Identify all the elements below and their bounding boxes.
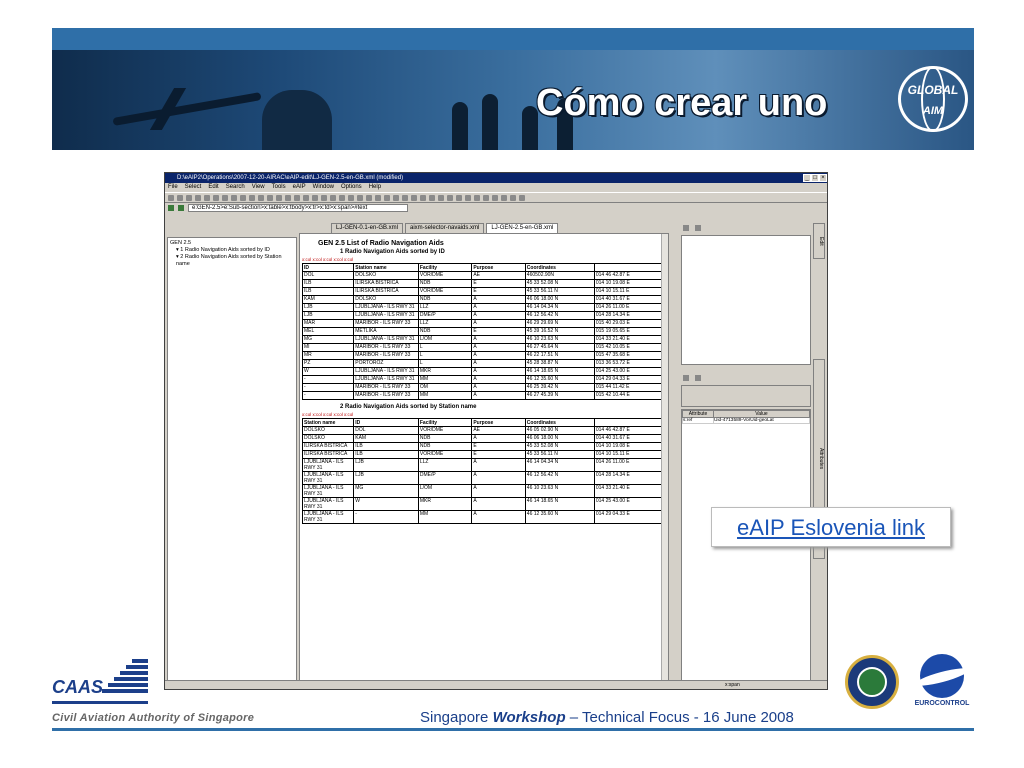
table-row[interactable] [303, 352, 664, 360]
table-cell[interactable]: LJUBLJANA - ILS RWY 31 [303, 459, 354, 472]
outline-item-1[interactable]: ▾ 1 Radio Navigation Aids sorted by ID [176, 247, 270, 253]
table-cell[interactable]: A [472, 320, 525, 328]
side-tabs [813, 223, 827, 513]
table-cell[interactable]: LJUBLJANA - ILS RWY 31 [303, 498, 354, 511]
table-row[interactable] [303, 296, 664, 304]
table-cell[interactable]: L [418, 360, 471, 368]
table-cell[interactable]: LJB [354, 459, 419, 472]
table-cell[interactable]: W [354, 498, 419, 511]
edit-panel[interactable] [681, 235, 811, 365]
caas-logo: CAAS [52, 655, 148, 707]
table-cell[interactable]: LJUBLJANA - ILS RWY 31 [303, 511, 354, 524]
table-cell[interactable]: LJUBLJANA - ILS RWY 31 [303, 485, 354, 498]
editor-tab[interactable]: LJ-GEN-2.5-en-GB.xml [486, 223, 558, 233]
table-cell[interactable]: MARIBOR - ILS RWY 33 [354, 352, 419, 360]
table-cell[interactable]: DOLSKO [354, 272, 419, 280]
table-cell[interactable]: 46 14 04.34 N [525, 304, 594, 312]
table-row[interactable] [303, 511, 664, 524]
faa-seal-logo [845, 655, 899, 709]
table-cell[interactable]: DME/P [418, 312, 471, 320]
maximize-button[interactable]: □ [811, 174, 819, 182]
attribute-input[interactable] [681, 385, 811, 407]
table-cell[interactable]: OM [418, 384, 471, 392]
table-cell[interactable]: MM [418, 511, 471, 524]
table-cell[interactable]: 014 26 11.00 E [594, 304, 663, 312]
table-cell[interactable]: 014 10 19.08 E [594, 443, 663, 451]
table-row[interactable] [303, 451, 664, 459]
table-cell[interactable]: A [472, 376, 525, 384]
table-cell[interactable]: 46 14 18.65 N [525, 368, 594, 376]
table-cell[interactable]: KAM [303, 296, 354, 304]
table-cell[interactable]: 45 33 52.08 N [525, 443, 594, 451]
outline-panel [167, 237, 297, 683]
table-cell[interactable]: 45 33 56.11 N [525, 451, 594, 459]
edit-panel-toolbar [681, 223, 811, 233]
table-cell[interactable]: W [303, 368, 354, 376]
table-cell[interactable]: A [472, 384, 525, 392]
table-cell[interactable]: 015 42 10.05 E [594, 344, 663, 352]
table-cell[interactable]: 014 29 04.33 E [594, 511, 663, 524]
table-cell[interactable]: 014 25 43.00 E [594, 368, 663, 376]
table-row[interactable] [303, 312, 664, 320]
table-cell[interactable]: A [472, 435, 525, 443]
document-scrollbar[interactable] [661, 234, 668, 682]
xpath-bar [165, 203, 827, 213]
table-cell[interactable]: NDB [418, 443, 471, 451]
slide-title: Cómo crear uno [536, 82, 828, 124]
table-cell[interactable]: E [472, 328, 525, 336]
status-bar: x:span [165, 680, 827, 689]
table-cell[interactable]: A [472, 304, 525, 312]
table-cell[interactable]: 014 29 04.33 E [594, 376, 663, 384]
col-markers-2: x:col x:col x:col x:col x:col [302, 412, 354, 417]
table-cell[interactable]: 46 14 04.34 N [525, 459, 594, 472]
table-cell[interactable]: 46 12 35.60 N [525, 376, 594, 384]
table-cell[interactable]: 014 28 14.34 E [594, 472, 663, 485]
table-row[interactable] [303, 320, 664, 328]
column-header: Coordinates [525, 264, 594, 272]
table-cell[interactable]: PORTOROŽ [354, 360, 419, 368]
table-cell[interactable]: LJUBLJANA - ILS RWY 31 [354, 368, 419, 376]
document-view[interactable] [299, 233, 669, 683]
table-row[interactable] [303, 485, 664, 498]
table-cell[interactable]: E [472, 451, 525, 459]
attribute-row[interactable]: s:ref Uid-4713589-VorUid-geoLat [683, 418, 810, 424]
section2-heading: 2 Radio Navigation Aids sorted by Station name [340, 404, 477, 410]
table-cell[interactable]: DME/P [418, 472, 471, 485]
menu-file[interactable]: File [168, 184, 178, 190]
table-cell[interactable]: 460502.90N [525, 272, 594, 280]
column-header: Station name [303, 419, 354, 427]
table-cell[interactable]: NDB [418, 280, 471, 288]
table-cell[interactable]: LJB [303, 304, 354, 312]
table-cell[interactable]: MAR [303, 320, 354, 328]
table-cell[interactable]: LLZ [418, 320, 471, 328]
table-cell[interactable]: ILIRSKA BISTRICA [354, 288, 419, 296]
table-cell[interactable]: 46 14 18.65 N [525, 498, 594, 511]
table-cell[interactable]: A [472, 336, 525, 344]
table-cell[interactable]: 45 28 38.87 N [525, 360, 594, 368]
table-cell[interactable]: 46 10 23.63 N [525, 485, 594, 498]
table-cell[interactable]: 46 12 56.42 N [525, 312, 594, 320]
table-row[interactable] [303, 304, 664, 312]
table-cell[interactable]: 46 05 02.90 N [525, 427, 594, 435]
table-cell[interactable]: MG [354, 485, 419, 498]
global-aim-logo: GLOBAL AIM [898, 66, 968, 132]
table-cell[interactable]: KAM [354, 435, 419, 443]
table-cell[interactable]: 014 10 19.08 E [594, 280, 663, 288]
section1-heading: 1 Radio Navigation Aids sorted by ID [340, 249, 445, 255]
table-cell[interactable]: VOR/DME [418, 288, 471, 296]
table-row[interactable] [303, 360, 664, 368]
table-cell[interactable]: DOLSKO [303, 435, 354, 443]
table-cell[interactable]: METLIKA [354, 328, 419, 336]
menu-window[interactable]: Window [312, 184, 334, 190]
table-cell[interactable]: - [303, 384, 354, 392]
minimize-button[interactable]: _ [803, 174, 811, 182]
table-cell[interactable]: LJUBLJANA - ILS RWY 31 [354, 304, 419, 312]
editor-tab[interactable]: aixm-selector-navaids.xml [405, 223, 484, 233]
table-cell[interactable]: MARIBOR - ILS RWY 33 [354, 392, 419, 400]
eaip-eslovenia-link[interactable]: eAIP Eslovenia link [711, 507, 951, 547]
column-header [594, 264, 663, 272]
table-cell[interactable]: 46 29 29.69 N [525, 320, 594, 328]
menu-search[interactable]: Search [225, 184, 245, 190]
table-row[interactable] [303, 459, 664, 472]
attributes-toolbar [681, 373, 811, 383]
table-cell[interactable]: MI [303, 344, 354, 352]
table-cell[interactable]: 014 40 31.67 E [594, 435, 663, 443]
menu-edit[interactable]: Edit [208, 184, 219, 190]
navaids-by-station-table [302, 418, 664, 524]
eurocontrol-logo: EUROCONTROL [910, 652, 974, 712]
table-cell[interactable]: 46 06 18.00 N [525, 296, 594, 304]
table-cell[interactable]: LJUBLJANA - ILS RWY 31 [354, 376, 419, 384]
col-markers: x:col x:col x:col x:col x:col [302, 257, 354, 262]
table-cell[interactable]: L/OM [418, 336, 471, 344]
x-icon[interactable] [683, 225, 689, 231]
table-row[interactable] [303, 344, 664, 352]
menu-help[interactable]: Help [368, 184, 382, 190]
table-cell[interactable]: 46 10 23.63 N [525, 336, 594, 344]
table-cell[interactable]: 014 33 21.40 E [594, 485, 663, 498]
navaids-by-id-table [302, 263, 664, 400]
table-cell[interactable]: 46 06 18.00 N [525, 435, 594, 443]
menu-tools[interactable]: Tools [271, 184, 286, 190]
table-cell[interactable]: 015 19 05.65 E [594, 328, 663, 336]
table-cell[interactable]: 46 25 39.42 N [525, 384, 594, 392]
table-cell[interactable]: 46 27 45.39 N [525, 392, 594, 400]
header-banner [52, 50, 974, 150]
table-cell[interactable]: 46 27 45.64 N [525, 344, 594, 352]
table-cell[interactable]: DOL [354, 427, 419, 435]
table-cell[interactable]: 014 28 14.34 E [594, 312, 663, 320]
table-cell[interactable]: ILIRSKA BISTRICA [303, 443, 354, 451]
editor-tab[interactable]: LJ-GEN-0.1-en-GB.xml [331, 223, 403, 233]
table-cell[interactable]: AE [472, 427, 525, 435]
window-titlebar: D:\eAIP2\Operations\2007-12-20-AIRAC\eAIP-edit\LJ-GEN-2.5-en-GB.xml (modified) _ □ × [165, 173, 827, 183]
back-icon[interactable] [168, 205, 174, 211]
table-cell[interactable]: L/OM [418, 485, 471, 498]
table-row[interactable] [303, 328, 664, 336]
table-cell[interactable]: A [472, 312, 525, 320]
xpath-field[interactable]: e:GEN-2.5>e:Sub-section>x:table>x:tbody>x:tr>x:td>x:span>#text [188, 204, 408, 212]
table-cell[interactable]: AE [472, 272, 525, 280]
table-row[interactable] [303, 368, 664, 376]
column-header: Station name [354, 264, 419, 272]
table-row[interactable] [303, 384, 664, 392]
table-cell[interactable]: VOR/DME [418, 427, 471, 435]
table-cell[interactable]: L [418, 344, 471, 352]
table-cell[interactable]: 015 42 10.44 E [594, 392, 663, 400]
table-cell[interactable]: A [472, 511, 525, 524]
table-cell[interactable]: A [472, 352, 525, 360]
table-cell[interactable]: LLZ [418, 459, 471, 472]
footer-text: Singapore Workshop – Technical Focus - 16 June 2008 [420, 709, 794, 726]
table-cell[interactable]: 45 39 16.52 N [525, 328, 594, 336]
table-cell[interactable]: 014 46 42.87 E [594, 272, 663, 280]
table-cell[interactable]: A [472, 368, 525, 376]
table-cell[interactable]: 014 40 31.67 E [594, 296, 663, 304]
table-row[interactable] [303, 498, 664, 511]
table-cell[interactable]: MKR [418, 498, 471, 511]
table-cell[interactable]: 015 47 35.68 E [594, 352, 663, 360]
outline-root[interactable]: GEN 2.5 [170, 240, 192, 246]
menu-options[interactable]: Options [341, 184, 362, 190]
table-cell[interactable]: 46 22 17.51 N [525, 352, 594, 360]
table-row[interactable] [303, 443, 664, 451]
column-header: ID [354, 419, 419, 427]
table-cell[interactable]: 014 25 43.00 E [594, 498, 663, 511]
table-cell[interactable]: - [303, 392, 354, 400]
table-cell[interactable]: 014 46 42.87 E [594, 427, 663, 435]
attributes-table: Attribute Value s:ref Uid-4713589-VorUid-geoLat [682, 410, 810, 424]
table-cell[interactable]: NDB [418, 328, 471, 336]
column-header: Purpose [472, 264, 525, 272]
table-row[interactable] [303, 336, 664, 344]
side-tab-edit[interactable]: Edit [813, 223, 825, 259]
table-row[interactable] [303, 435, 664, 443]
table-cell[interactable]: DOL [303, 272, 354, 280]
table-cell[interactable]: A [472, 459, 525, 472]
table-cell[interactable]: A [472, 498, 525, 511]
table-cell[interactable]: PZ [303, 360, 354, 368]
table-cell[interactable]: 013 36 53.72 E [594, 360, 663, 368]
table-cell[interactable]: E [472, 288, 525, 296]
table-cell[interactable]: 45 33 56.11 N [525, 288, 594, 296]
table-row[interactable] [303, 427, 664, 435]
right-panels [681, 223, 811, 683]
table-cell[interactable]: ILIRSKA BISTRICA [354, 280, 419, 288]
table-cell[interactable]: MEL [303, 328, 354, 336]
table-cell[interactable]: ILB [354, 443, 419, 451]
table-cell[interactable]: MR [303, 352, 354, 360]
check-icon[interactable] [695, 225, 701, 231]
table-row[interactable] [303, 272, 664, 280]
column-header: Facility [418, 419, 471, 427]
table-row[interactable] [303, 288, 664, 296]
menu-select[interactable]: Select [184, 184, 202, 190]
table-row[interactable] [303, 472, 664, 485]
table-cell[interactable]: ILB [303, 280, 354, 288]
table-cell[interactable]: A [472, 296, 525, 304]
table-row[interactable] [303, 392, 664, 400]
doc-title: GEN 2.5 List of Radio Navigation Aids [318, 240, 444, 247]
table-cell[interactable]: VOR/DME [418, 451, 471, 459]
table-cell[interactable]: MM [418, 376, 471, 384]
eaip-editor-window [164, 172, 828, 690]
table-cell[interactable]: A [472, 360, 525, 368]
table-cell[interactable]: MM [418, 392, 471, 400]
caas-name: Civil Aviation Authority of Singapore [52, 712, 255, 724]
forward-icon[interactable] [178, 205, 184, 211]
table-cell[interactable]: LJUBLJANA - ILS RWY 31 [354, 336, 419, 344]
table-cell[interactable]: 014 10 15.11 E [594, 288, 663, 296]
table-cell[interactable]: A [472, 392, 525, 400]
table-cell[interactable]: 014 33 21.40 E [594, 336, 663, 344]
table-cell[interactable]: E [472, 280, 525, 288]
x-icon[interactable] [683, 375, 689, 381]
table-cell[interactable]: MARIBOR - ILS RWY 33 [354, 384, 419, 392]
table-cell[interactable]: MKR [418, 368, 471, 376]
table-cell[interactable]: E [472, 443, 525, 451]
close-button[interactable]: × [819, 174, 827, 182]
column-header: Facility [418, 264, 471, 272]
side-tab-attributes[interactable]: Attributes [813, 359, 825, 559]
column-header: Coordinates [525, 419, 594, 427]
table-cell[interactable]: LJB [303, 312, 354, 320]
table-cell[interactable]: MARIBOR - ILS RWY 33 [354, 344, 419, 352]
table-cell[interactable]: ILIRSKA BISTRICA [303, 451, 354, 459]
table-cell[interactable]: ILB [354, 451, 419, 459]
menu-eaip[interactable]: eAIP [292, 184, 306, 190]
table-cell[interactable]: DOLSKO [354, 296, 419, 304]
table-cell[interactable]: VOR/DME [418, 272, 471, 280]
table-cell[interactable]: 46 12 35.60 N [525, 511, 594, 524]
table-cell[interactable]: 015 44 11.42 E [594, 384, 663, 392]
check-icon[interactable] [695, 375, 701, 381]
table-cell[interactable]: 015 40 29.03 E [594, 320, 663, 328]
column-header: Purpose [472, 419, 525, 427]
table-cell[interactable]: NDB [418, 296, 471, 304]
table-cell[interactable]: DOLSKO [303, 427, 354, 435]
table-row[interactable] [303, 280, 664, 288]
table-cell[interactable]: A [472, 485, 525, 498]
table-cell[interactable]: LLZ [418, 304, 471, 312]
table-cell[interactable]: - [354, 511, 419, 524]
column-header [594, 419, 663, 427]
menu-view[interactable]: View [251, 184, 265, 190]
table-cell[interactable]: LJUBLJANA - ILS RWY 31 [303, 472, 354, 485]
column-header: ID [303, 264, 354, 272]
editor-tabs [331, 223, 560, 233]
table-cell[interactable]: LJUBLJANA - ILS RWY 31 [354, 312, 419, 320]
table-cell[interactable]: MG [303, 336, 354, 344]
table-cell[interactable]: MARIBOR - ILS RWY 33 [354, 320, 419, 328]
top-band [52, 28, 974, 50]
table-cell[interactable]: ILB [303, 288, 354, 296]
menu-bar [165, 183, 827, 192]
table-row[interactable] [303, 376, 664, 384]
table-cell[interactable]: LJB [354, 472, 419, 485]
table-cell[interactable]: 014 10 15.11 E [594, 451, 663, 459]
outline-item-2[interactable]: ▾ 2 Radio Navigation Aids sorted by Station name [176, 254, 282, 267]
table-cell[interactable]: 014 26 11.00 E [594, 459, 663, 472]
toolbar [165, 192, 827, 203]
table-cell[interactable]: 46 12 56.42 N [525, 472, 594, 485]
table-cell[interactable]: L [418, 352, 471, 360]
table-cell[interactable]: 45 33 52.08 N [525, 280, 594, 288]
table-cell[interactable]: - [303, 376, 354, 384]
table-cell[interactable]: A [472, 344, 525, 352]
footer-band [52, 728, 974, 731]
table-cell[interactable]: A [472, 472, 525, 485]
table-cell[interactable]: NDB [418, 435, 471, 443]
